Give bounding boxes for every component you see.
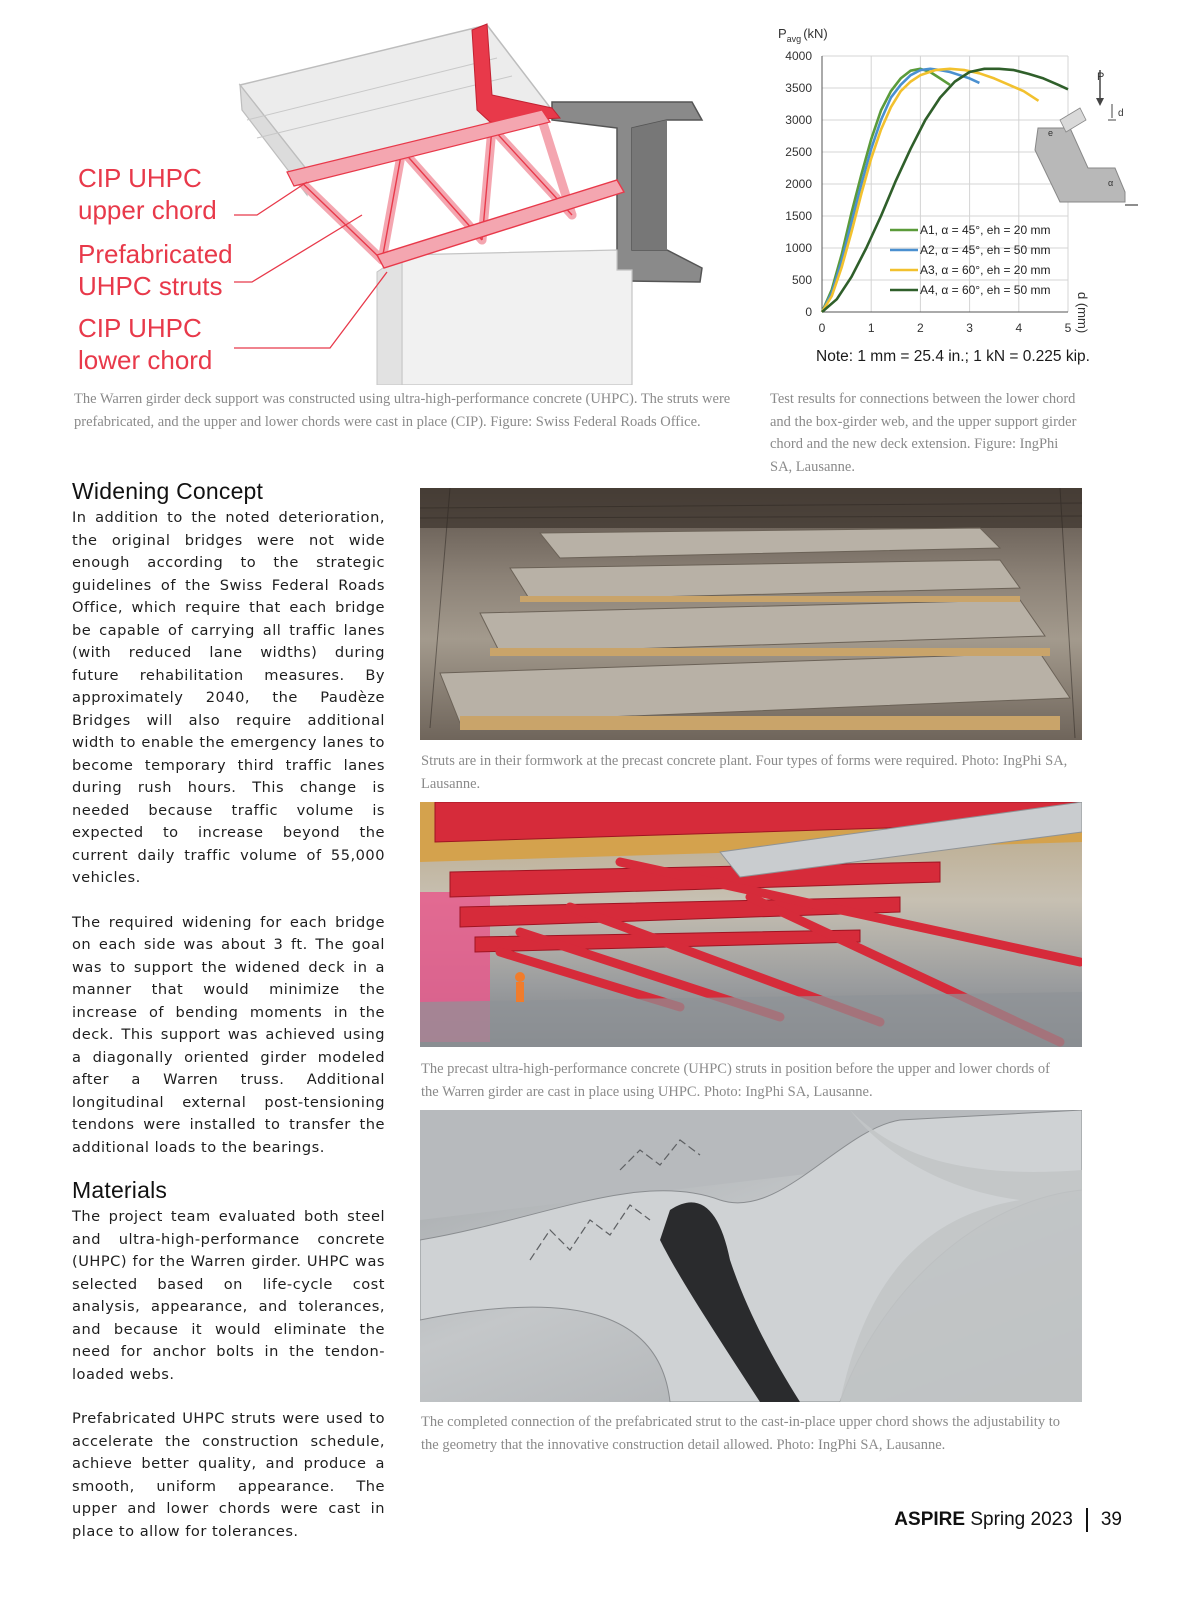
section-heading-widening: Widening Concept	[72, 478, 264, 504]
x-tick-label: 0	[818, 321, 826, 335]
chart-svg	[770, 20, 1150, 380]
label-cip-uhpc-upper	[78, 162, 217, 226]
photo1-illustration	[420, 488, 1082, 740]
y-tick-label: 3000	[785, 113, 812, 127]
page-footer	[894, 1508, 1122, 1532]
photo1-caption: Struts are in their formwork at the precast concrete plant. Four types of forms were required. Photo: IngPhi SA, Lausanne.	[421, 753, 1068, 792]
inset-label-p: P	[1097, 71, 1105, 83]
issue-label: Spring 2023	[970, 1509, 1073, 1531]
figure1-caption: The Warren girder deck support was constructed using ultra-high-performance concrete (UHPC). The struts were prefabricated, and the upper and lower chords were cast in place (CIP). Figure: Swiss Federal Roads Office.	[74, 391, 731, 430]
y-tick-label: 4000	[785, 49, 812, 63]
label-line: upper chord	[78, 195, 217, 225]
y-axis-title-main: P	[778, 26, 787, 41]
label-line: CIP UHPC	[78, 313, 202, 343]
legend-label-4: A4, α = 60°, eh = 50 mm	[920, 283, 1051, 297]
inset-label-e: e	[1048, 128, 1054, 138]
magazine-brand: ASPIRE	[894, 1509, 966, 1531]
y-tick-label: 1000	[785, 241, 812, 255]
warren-girder-figure	[72, 10, 752, 385]
y-axis-title-unit: (kN)	[803, 26, 828, 41]
photo2-caption: The precast ultra-high-performance concrete (UHPC) struts in position before the upper and lower chords of the Warren girder are cast in place using UHPC. Photo: IngPhi SA, Lausanne.	[421, 1061, 1050, 1100]
photo2-illustration	[420, 802, 1082, 1047]
y-tick-label: 500	[791, 273, 812, 287]
paragraph: The project team evaluated both steel and ultra-high-performance concrete (UHPC) for the Warren girder. UHPC was selected based on life-cycle cost analysis, appearance, and tolerances, and because it would eliminate the need for anchor bolts in the tendon-loaded webs.	[72, 1208, 385, 1383]
page-number: 39	[1100, 1509, 1122, 1531]
figure2-caption: Test results for connections between the lower chord and the box-girder web, and the upper support girder chord and the new deck extension. Figure: IngPhi SA, Lausanne.	[770, 391, 1077, 475]
legend-label-2: A2, α = 45°, eh = 50 mm	[920, 243, 1051, 257]
inset-label-d: d	[1118, 108, 1124, 119]
label-line: UHPC struts	[78, 271, 223, 301]
paragraph: In addition to the noted deterioration, the original bridges were not wide enough according to the strategic guidelines of the Swiss Federal Roads Office, which require that each bridge be capable of carrying all traffic lanes (with reduced lane widths) during future rehabilitation measures. By approximately 2040, the Paudèze Bridges will also require additional width to enable the emergency lanes to become temporary third traffic lanes during rush hours. This change is needed because traffic volume is expected to increase beyond the current daily traffic volume of 55,000 vehicles.	[72, 509, 385, 886]
test-results-chart	[770, 20, 1150, 380]
y-axis-title	[778, 26, 828, 44]
paragraph-spacer	[72, 1386, 385, 1408]
article-column	[72, 478, 385, 1543]
y-tick-label: 1500	[785, 209, 812, 223]
y-tick-label: 2500	[785, 145, 812, 159]
paragraph: Prefabricated UHPC struts were used to accelerate the construction schedule, achieve better quality, and produce a smooth, uniform appearance. The upper and lower chords were cast in place to allow for tolerances.	[72, 1410, 385, 1540]
y-tick-label: 2000	[785, 177, 812, 191]
chart-legend	[890, 223, 1050, 297]
y-tick-label: 0	[805, 305, 812, 319]
x-tick-label: 4	[1015, 321, 1023, 335]
photo-completed-connection	[420, 1110, 1082, 1402]
x-tick-label: 1	[867, 321, 875, 335]
label-cip-uhpc-lower	[78, 312, 212, 376]
x-tick-label: 2	[917, 321, 924, 335]
footer-separator	[1086, 1508, 1088, 1532]
x-tick-label: 5	[1064, 321, 1072, 335]
x-axis-title: d (mm)	[1075, 292, 1090, 334]
specimen-inset-diagram	[1035, 70, 1138, 205]
label-prefab-struts	[78, 238, 233, 302]
label-line: CIP UHPC	[78, 163, 202, 193]
inset-label-alpha: α	[1108, 178, 1114, 188]
section-heading-materials: Materials	[72, 1177, 168, 1203]
y-tick-label: 3500	[785, 81, 812, 95]
paragraph: The required widening for each bridge on each side was about 3 ft. The goal was to support the widened deck in a manner that would minimize the increase of bending moments in the deck. This support was achieved using a diagonally oriented girder modeled after a Warren truss. Additional longitudinal external post-tensioning tendons were installed to transfer the additional loads to the bearings.	[72, 913, 385, 1156]
chart-note: Note: 1 mm = 25.4 in.; 1 kN = 0.225 kip.	[816, 348, 1090, 365]
y-axis-title-sub: avg	[786, 34, 802, 44]
photo-struts-in-position	[420, 802, 1082, 1047]
label-line: lower chord	[78, 345, 213, 375]
photo3-illustration	[420, 1110, 1082, 1402]
legend-label-3: A3, α = 60°, eh = 20 mm	[920, 263, 1051, 277]
section-spacer	[72, 1159, 385, 1177]
photo-struts-formwork	[420, 488, 1082, 740]
photo3-caption: The completed connection of the prefabricated strut to the cast-in-place upper chord shows the adjustability to the geometry that the innovative construction detail allowed. Photo: IngPhi SA, Lausanne.	[421, 1414, 1060, 1453]
x-tick-label: 3	[966, 321, 973, 335]
legend-label-1: A1, α = 45°, eh = 20 mm	[920, 223, 1051, 237]
label-line: Prefabricated	[78, 239, 233, 269]
paragraph-spacer	[72, 890, 385, 912]
